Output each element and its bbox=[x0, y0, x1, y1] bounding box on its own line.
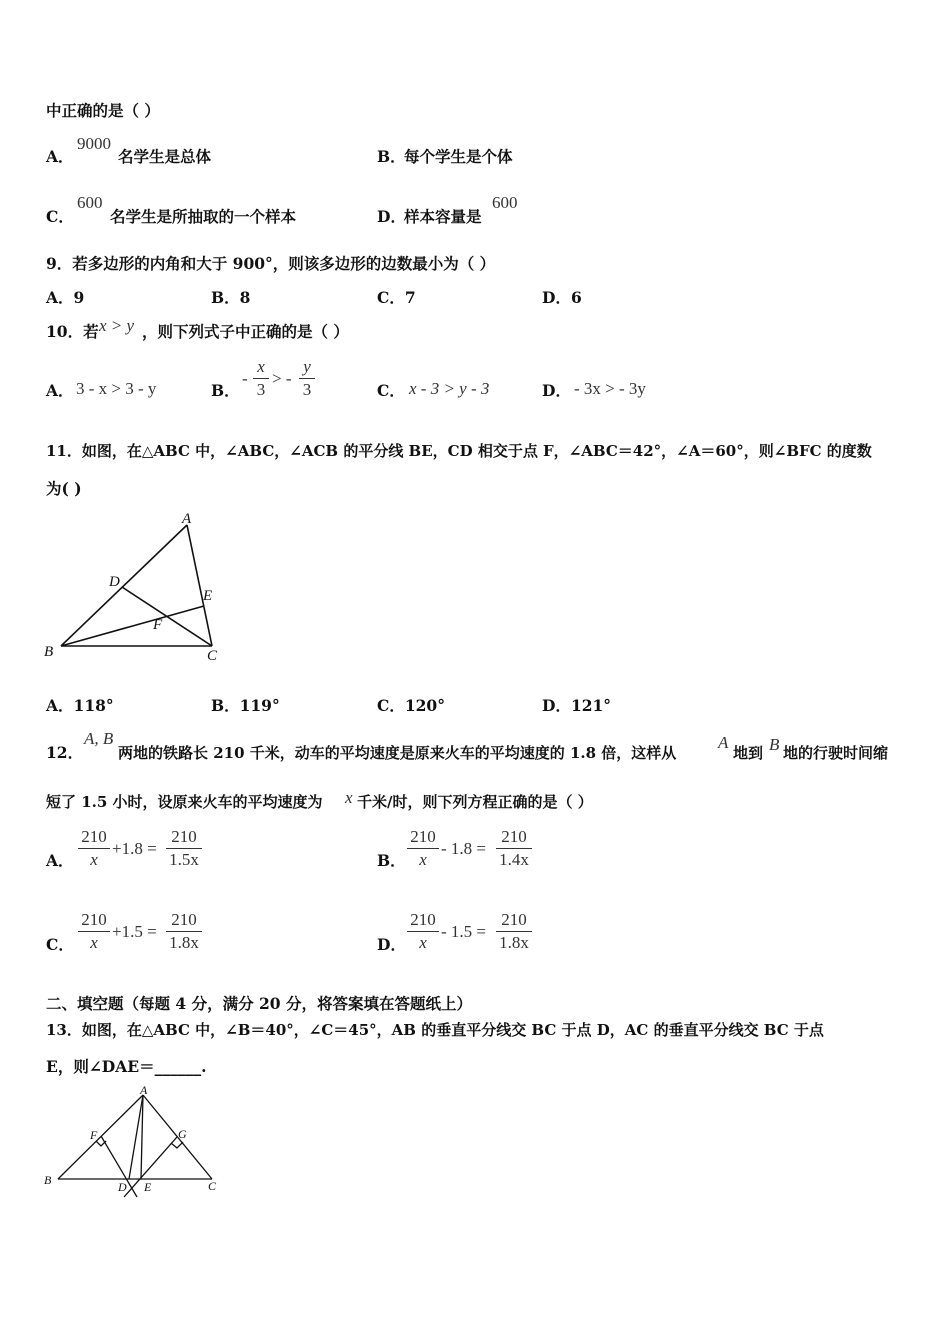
q8-option-c-label: C． bbox=[46, 207, 74, 226]
q12-line2b: 千米/时，则下列方程正确的是（ ） bbox=[357, 793, 593, 811]
q12-option-b-rhs-frac: 210 1.4x bbox=[496, 827, 532, 870]
q10-option-b-x: x bbox=[257, 357, 265, 376]
q10-option-b-y: y bbox=[303, 357, 311, 376]
q10-stem-pre: 10．若 bbox=[46, 322, 99, 341]
q10-option-b-minus: - bbox=[242, 369, 248, 388]
q12-option-a-rhs-frac: 210 1.5x bbox=[166, 827, 202, 870]
q12-option-c-op: +1.5 = bbox=[112, 922, 157, 941]
q8-option-a-number: 9000 bbox=[77, 134, 111, 153]
q10-option-d-expr: - 3x > - 3y bbox=[574, 379, 646, 398]
q12-option-d-label: D． bbox=[377, 935, 406, 954]
q12-option-d-lhs-frac: 210 x bbox=[407, 910, 439, 953]
q9-option-d: D．6 bbox=[542, 288, 582, 307]
q11-stem-line2: 为( ) bbox=[46, 479, 82, 498]
q12-text1: 两地的铁路长 210 千米，动车的平均速度是原来火车的平均速度的 1.8 倍，这样从 bbox=[118, 744, 677, 762]
section-2-heading: 二、填空题（每题 4 分，满分 20 分，将答案填在答题纸上） bbox=[46, 994, 472, 1013]
q12-point-a: A bbox=[718, 733, 729, 752]
q9-option-b: B．8 bbox=[211, 288, 251, 307]
q9-option-a: A．9 bbox=[46, 288, 85, 307]
q11-label-c: C bbox=[207, 648, 218, 664]
q11-label-a: A bbox=[182, 511, 192, 527]
q8-option-c-text: 名学生是所抽取的一个样本 bbox=[110, 207, 297, 226]
q10-condition: x > y bbox=[99, 316, 135, 335]
q11-label-f: F bbox=[153, 617, 163, 633]
q8-option-a-text: 名学生是总体 bbox=[118, 147, 212, 166]
q10-option-c-label: C． bbox=[377, 381, 405, 400]
q13-right-angle-f bbox=[96, 1141, 106, 1146]
q11-option-c: C．120° bbox=[377, 696, 445, 715]
q11-label-b: B bbox=[44, 644, 54, 660]
q12-option-d-op: - 1.5 = bbox=[441, 922, 486, 941]
q12-option-b-op: - 1.8 = bbox=[441, 839, 486, 858]
q10-option-b-den1: 3 bbox=[256, 380, 266, 399]
q12-option-b-lhs-frac: 210 x bbox=[407, 827, 439, 870]
q13-label-a: A bbox=[140, 1083, 148, 1097]
q12-option-a-label: A． bbox=[46, 851, 74, 870]
q12-option-b-label: B． bbox=[377, 851, 406, 870]
q13-stem-line1: 13．如图，在△ABC 中，∠B＝40°，∠C＝45°，AB 的垂直平分线交 BC 于点 D，AC 的垂直平分线交 BC 于点 bbox=[46, 1021, 824, 1039]
q10-stem-post: ，则下列式子中正确的是（ ） bbox=[142, 322, 349, 341]
q13-label-g: G bbox=[178, 1127, 187, 1141]
q9-stem: 9．若多边形的内角和大于 900°，则该多边形的边数最小为（ ） bbox=[46, 254, 496, 273]
q8-option-c-number: 600 bbox=[77, 193, 103, 212]
q10-option-b-frac-y bbox=[299, 357, 315, 400]
q10-option-b-frac-x bbox=[253, 357, 269, 400]
q12-point-b: B bbox=[769, 735, 780, 754]
q13-label-b: B bbox=[44, 1173, 52, 1187]
q12-points-ab: A, B bbox=[84, 729, 114, 748]
q11-stem-line1: 11．如图，在△ABC 中，∠ABC，∠ACB 的平分线 BE，CD 相交于点 F，∠ABC＝42°，∠A＝60°，则∠BFC 的度数 bbox=[46, 442, 872, 460]
q8-option-d-label: D． bbox=[377, 207, 406, 226]
q8-stem-tail: 中正确的是（ ） bbox=[46, 101, 160, 120]
q12-option-a-op: +1.8 = bbox=[112, 839, 157, 858]
q13-label-c: C bbox=[208, 1179, 217, 1193]
q13-side-ba bbox=[58, 1095, 143, 1179]
q11-triangle-figure bbox=[40, 505, 230, 670]
q12-option-c-lhs-frac: 210 x bbox=[78, 910, 110, 953]
q13-stem-line2: E，则∠DAE＝______. bbox=[46, 1057, 207, 1076]
q12-option-d-rhs-frac: 210 1.8x bbox=[496, 910, 532, 953]
q11-label-d: D bbox=[109, 574, 120, 590]
q11-option-b: B．119° bbox=[211, 696, 280, 715]
q12-option-a-lhs-frac: 210 x bbox=[78, 827, 110, 870]
q8-option-d-number: 600 bbox=[492, 193, 518, 212]
q11-bisector-cd bbox=[122, 587, 212, 646]
q11-label-e: E bbox=[203, 588, 213, 604]
q8-option-a-label: A． bbox=[46, 147, 74, 166]
q10-option-a-expr: 3 - x > 3 - y bbox=[76, 379, 157, 398]
q13-label-f: F bbox=[90, 1128, 98, 1142]
q13-right-angle-g bbox=[171, 1142, 183, 1148]
q11-option-a: A．118° bbox=[46, 696, 114, 715]
q11-side-ac bbox=[187, 525, 212, 646]
q8-option-b-label: B． bbox=[377, 147, 406, 166]
q11-option-d: D．121° bbox=[542, 696, 612, 715]
q10-option-b-den2: 3 bbox=[302, 380, 312, 399]
q12-text3: 地的行驶时间缩 bbox=[783, 744, 889, 762]
q10-option-b-gt: > - bbox=[272, 369, 292, 388]
q13-triangle-figure bbox=[40, 1083, 230, 1203]
q10-option-a-label: A． bbox=[46, 381, 74, 400]
q12-number: 12． bbox=[46, 743, 84, 762]
q8-option-b-text: 每个学生是个体 bbox=[404, 147, 513, 166]
q8-option-d-text: 样本容量是 bbox=[404, 207, 482, 226]
q12-var-x: x bbox=[345, 788, 353, 807]
q13-label-d: D bbox=[118, 1180, 127, 1194]
q10-option-c-expr: x - 3 > y - 3 bbox=[409, 379, 490, 398]
q10-option-d-label: D． bbox=[542, 381, 571, 400]
q10-option-b-label: B． bbox=[211, 381, 240, 400]
q12-option-c-label: C． bbox=[46, 935, 74, 954]
q9-option-c: C．7 bbox=[377, 288, 416, 307]
q12-line2a: 短了 1.5 小时，设原来火车的平均速度为 bbox=[46, 793, 323, 811]
q13-label-e: E bbox=[144, 1180, 152, 1194]
q12-text2: 地到 bbox=[733, 744, 764, 762]
q12-option-c-rhs-frac: 210 1.8x bbox=[166, 910, 202, 953]
